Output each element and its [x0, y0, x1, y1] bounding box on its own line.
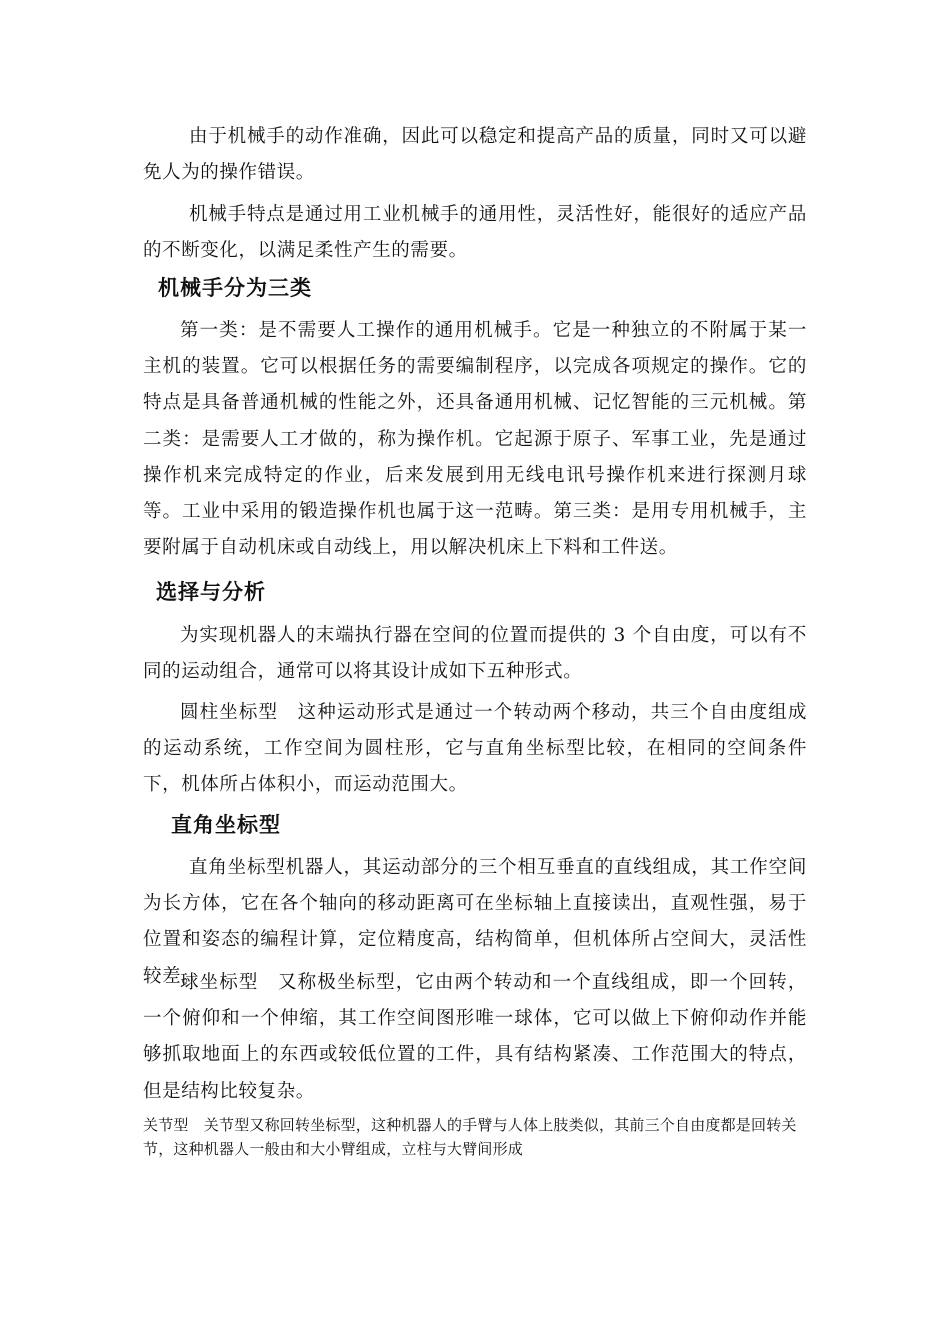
paragraph-cartesian: 直角坐标型机器人，其运动部分的三个相互垂直的直线组成，其工作空间为长方体，它在各个轴向的移动距离可在坐标轴上直接读出，直观性强，易于位置和姿态的编程计算，定位精度高，结构简单，但机体所占空间大，灵活性较差。 — [143, 857, 807, 987]
paragraph-articulated: 关节型 关节型又称回转坐标型，这种机器人的手臂与人体上肢类似，其前三个自由度都是回转关节，这种机器人一般由和大小臂组成，立柱与大臂间形成 — [143, 1116, 797, 1158]
heading-selection-analysis: 选择与分析 — [156, 580, 266, 604]
paragraph-degrees-of-freedom: 为实现机器人的末端执行器在空间的位置而提供的 3 个自由度，可以有不同的运动组合，通常可以将其设计成如下五种形式。 — [143, 625, 807, 683]
heading-three-categories: 机械手分为三类 — [158, 276, 312, 300]
paragraph-features: 机械手特点是通过用工业机械手的通用性，灵活性好，能很好的适应产品的不断变化，以满足柔性产生的需要。 — [143, 204, 807, 262]
paragraph-categories: 第一类：是不需要人工操作的通用机械手。它是一种独立的不附属于某一主机的装置。它可以根据任务的需要编制程序，以完成各项规定的操作。它的特点是具备普通机械的性能之外，还具备通用机械、记忆智能的三元机械。第二类：是需要人工才做的，称为操作机。它起源于原子、军事工业，先是通过操作机来完成特定的作业，后来发展到用无线电讯号操作机来进行探测月球等。工业中采用的锻造操作机也属于这一范畴。第三类：是用专用机械手，主要附属于自动机床或自动线上，用以解决机床上下料和工件送。 — [143, 320, 807, 559]
paragraph-cylindrical: 圆柱坐标型 这种运动形式是通过一个转动两个移动，共三个自由度组成的运动系统，工作空间为圆柱形，它与直角坐标型比较，在相同的空间条件下，机体所占体积小，而运动范围大。 — [143, 702, 807, 796]
paragraph-spherical: 球坐标型 又称极坐标型，它由两个转动和一个直线组成，即一个回转，一个俯仰和一个伸缩，其工作空间图形唯一球体，它可以做上下俯仰动作并能够抓取地面上的东西或较低位置的工件，具有结构紧凑、工作范围大的特点，但是结构比较复杂。 — [143, 972, 807, 1102]
heading-cartesian: 直角坐标型 — [171, 813, 281, 837]
paragraph-accuracy: 由于机械手的动作准确，因此可以稳定和提高产品的质量，同时又可以避免人为的操作错误。 — [143, 126, 807, 184]
